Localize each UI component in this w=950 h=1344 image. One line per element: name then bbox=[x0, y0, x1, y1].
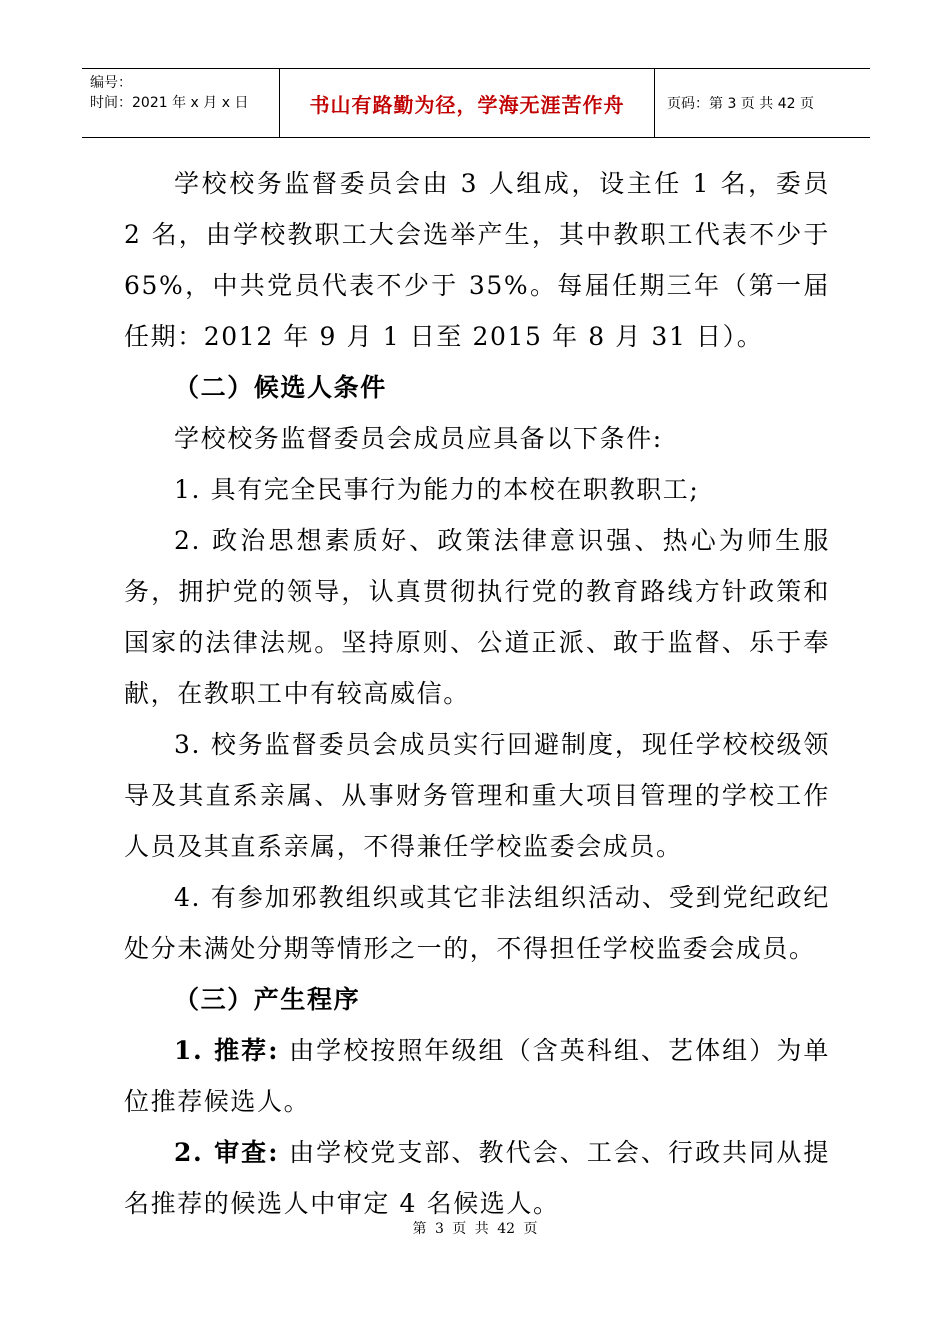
document-body bbox=[124, 158, 830, 1229]
procedure-step-1-lead: 1. 推荐: bbox=[174, 1036, 280, 1065]
page-footer: 第 3 页 共 42 页 bbox=[412, 1221, 538, 1237]
procedure-step-2 bbox=[124, 1127, 830, 1229]
header-page-info: 页码：第 3 页 共 42 页 bbox=[667, 96, 814, 112]
document-number-label: 编号： bbox=[90, 75, 132, 91]
procedure-step-1-text: 由学校按照年级组（含英科组、艺体组）为单位推荐候选人。 bbox=[124, 1036, 830, 1116]
page-header bbox=[82, 68, 870, 138]
header-meta bbox=[82, 69, 280, 137]
condition-item-3: 3. 校务监督委员会成员实行回避制度，现任学校校级领导及其直系亲属、从事财务管理和重大项目管理的学校工作人员及其直系亲属，不得兼任学校监委会成员。 bbox=[124, 730, 830, 861]
procedure-step-1 bbox=[124, 1025, 830, 1127]
condition-item-1: 1. 具有完全民事行为能力的本校在职教职工; bbox=[174, 475, 700, 504]
procedure-step-2-text: 由学校党支部、教代会、工会、行政共同从提名推荐的候选人中审定 4 名候选人。 bbox=[124, 1138, 830, 1218]
section-heading-procedure: （三）产生程序 bbox=[174, 985, 361, 1014]
header-motto: 书山有路勤为径，学海无涯苦作舟 bbox=[280, 69, 655, 137]
paragraph-committee-composition: 学校校务监督委员会由 3 人组成，设主任 1 名，委员 2 名，由学校教职工大会选举产生，其中教职工代表不少于 65%，中共党员代表不少于 35%。每届任期三年（第一届任期：2012 年 9 月 1 日至 2015 年 8 月 31 日）。 bbox=[124, 169, 830, 351]
condition-item-2: 2. 政治思想素质好、政策法律意识强、热心为师生服务，拥护党的领导，认真贯彻执行党的教育路线方针政策和国家的法律法规。坚持原则、公道正派、敢于监督、乐于奉献，在教职工中有较高威信。 bbox=[124, 526, 830, 708]
section-heading-candidate-conditions: （二）候选人条件 bbox=[174, 373, 387, 402]
document-date: 时间：2021 年 x 月 x 日 bbox=[90, 95, 249, 111]
procedure-step-2-lead: 2. 审查: bbox=[174, 1138, 280, 1167]
paragraph-conditions-intro: 学校校务监督委员会成员应具备以下条件: bbox=[174, 424, 663, 453]
condition-item-4: 4. 有参加邪教组织或其它非法组织活动、受到党纪政纪处分未满处分期等情形之一的，不得担任学校监委会成员。 bbox=[124, 883, 830, 963]
